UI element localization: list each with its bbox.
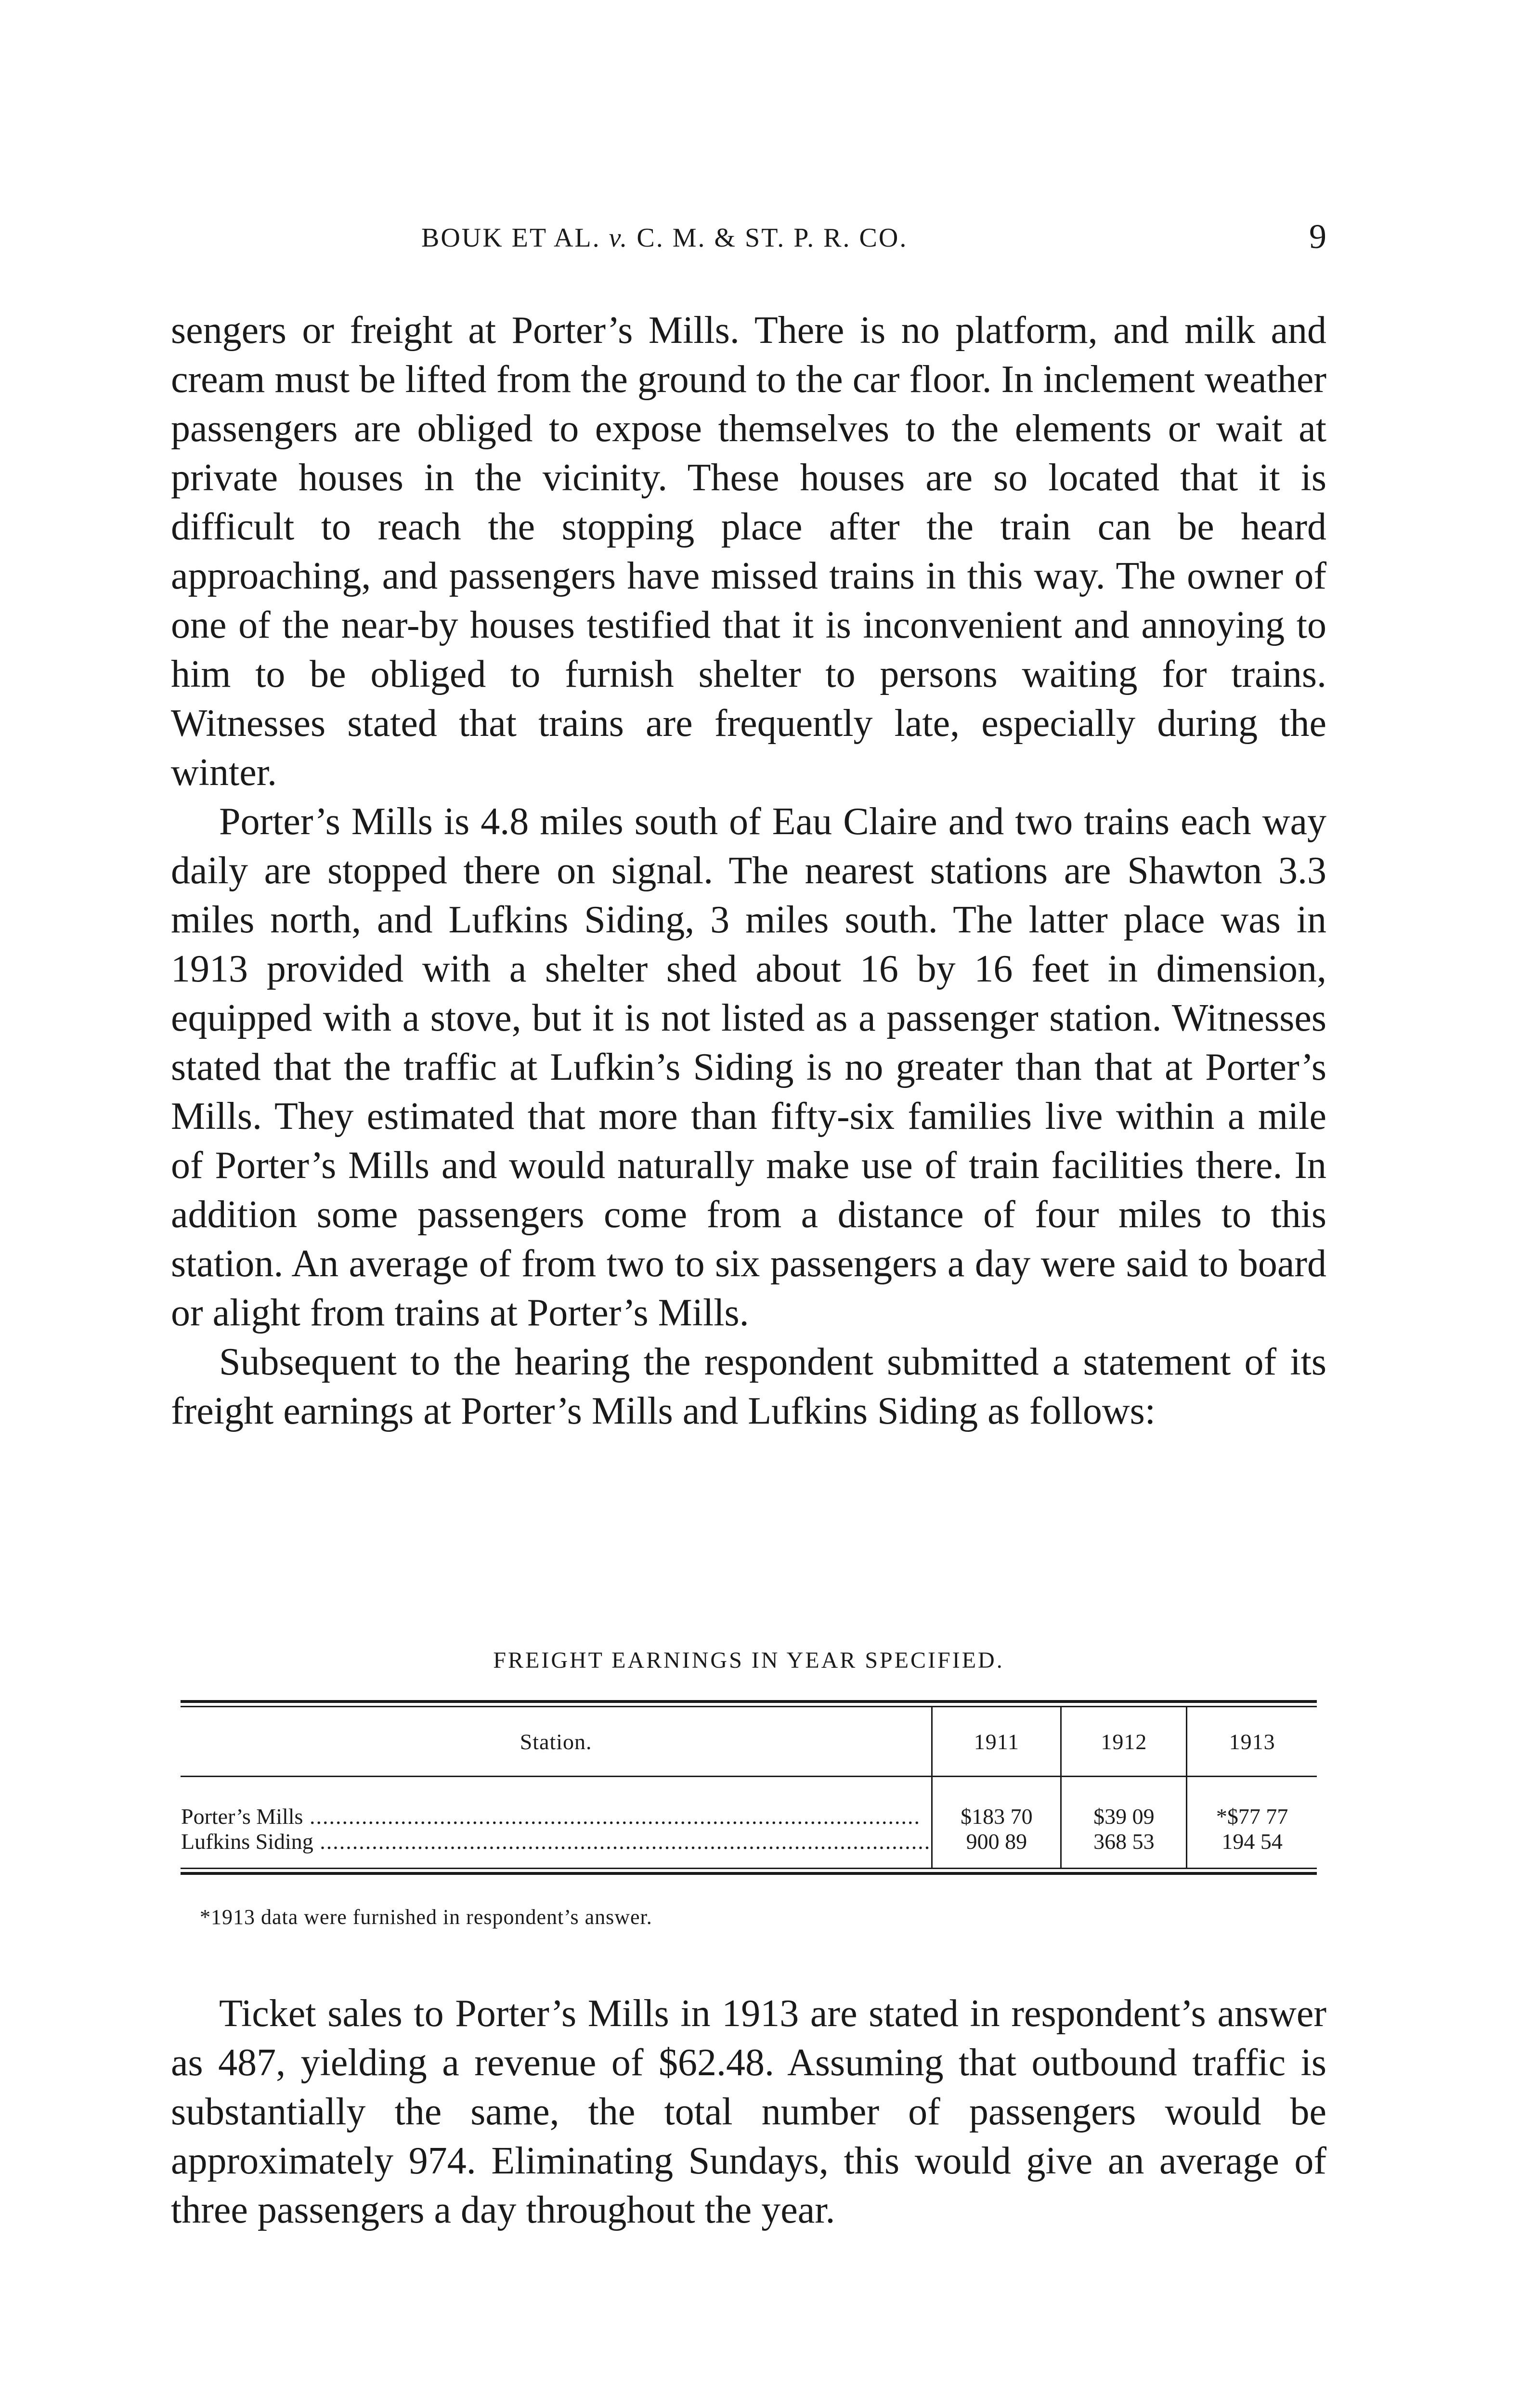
running-title-suffix: C. M. & ST. P. R. CO. (637, 223, 908, 253)
page-number: 9 (1309, 217, 1326, 256)
value-porters-1912: $39 09 (1093, 1804, 1155, 1829)
paragraph-1: sengers or freight at Porter’s Mills. There is no platform, and milk and cream must be lifted from the ground to the car floor. In inclement weather passengers are obliged to expose themselves to the elements or wait at private houses in the vicinity. These houses are so located that it is difficult to reach the stopping place after the train can be heard approaching, and passengers have missed trains in this way. The owner of one of the near-by houses testified that it is inconvenient and annoying to him to be obliged to furnish shelter to persons waiting for trains. Witnesses stated that trains are frequently late, especially during the winter. (171, 309, 1326, 794)
value-porters-1911: $183 70 (961, 1804, 1033, 1829)
value-lufkins-1913: 194 54 (1221, 1829, 1283, 1854)
table-header-row (181, 1707, 1317, 1777)
station-lufkins-siding: Lufkins Siding ..... (181, 1829, 931, 1854)
freight-earnings-table (181, 1707, 1317, 1868)
header-1911: 1911 (932, 1707, 1061, 1777)
value-lufkins-1912: 368 53 (1093, 1829, 1155, 1854)
body-text (171, 306, 1326, 1436)
running-head (171, 217, 1326, 265)
station-porters-mills: Porter’s Mills ..... (181, 1804, 931, 1829)
table-top-rule (181, 1700, 1317, 1707)
running-title-versus: v. (609, 223, 629, 253)
cell-1911 (932, 1777, 1061, 1868)
running-title-prefix: BOUK ET AL. (421, 223, 601, 253)
table-footnote: *1913 data were furnished in respondent’s answer. (200, 1905, 652, 1929)
paragraph-3: Subsequent to the hearing the respondent submitted a statement of its freight earnings at Porter’s Mills and Lufkins Siding as follows: (171, 1341, 1326, 1432)
closing-text (171, 1989, 1326, 2235)
cell-1912 (1061, 1777, 1187, 1868)
table-caption: FREIGHT EARNINGS IN YEAR SPECIFIED. (493, 1648, 1004, 1673)
header-1913: 1913 (1187, 1707, 1317, 1777)
station-cell (181, 1777, 932, 1868)
document-page (171, 0, 1326, 2408)
cell-1913 (1187, 1777, 1317, 1868)
paragraph-4: Ticket sales to Porter’s Mills in 1913 are stated in respondent’s answer as 487, yielding a revenue of $62.48. Assuming that outbound traffic is substantially the same, the total number of passengers would be approximately 974. Eliminating Sundays, this would give an average of three passengers a day throughout the year. (171, 1992, 1326, 2231)
value-lufkins-1911: 900 89 (966, 1829, 1027, 1854)
table-bottom-rule (181, 1868, 1317, 1875)
value-porters-1913: *$77 77 (1216, 1804, 1288, 1829)
running-title (421, 222, 908, 253)
paragraph-2: Porter’s Mills is 4.8 miles south of Eau Claire and two trains each way daily are stopped there on signal. The nearest stations are Shawton 3.3 miles north, and Lufkins Siding, 3 miles south. The latter place was in 1913 provided with a shelter shed about 16 by 16 feet in dimension, equipped with a stove, but it is not listed as a passenger station. Witnesses stated that the traffic at Lufkin’s Siding is no greater than that at Porter’s Mills. They estimated that more than fifty-six families live within a mile of Porter’s Mills and would naturally make use of train facilities there. In addition some passengers come from a distance of four miles to this station. An average of from two to six passengers a day were said to board or alight from trains at Porter’s Mills. (171, 800, 1326, 1334)
table-row (181, 1777, 1317, 1868)
header-1912: 1912 (1061, 1707, 1187, 1777)
freight-table-container (181, 1700, 1317, 1875)
header-station: Station. (181, 1707, 932, 1777)
